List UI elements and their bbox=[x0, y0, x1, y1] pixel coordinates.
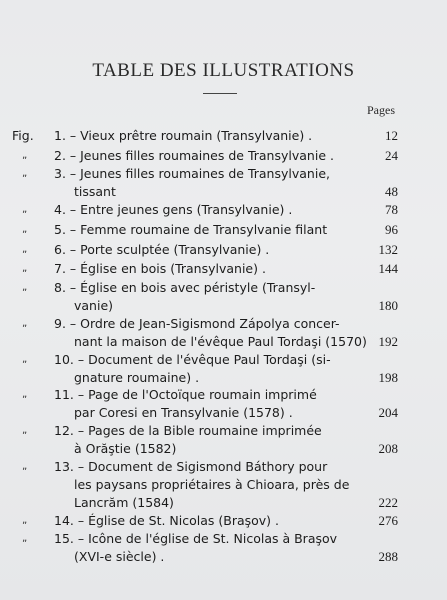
page-number: 276 bbox=[378, 513, 398, 528]
entry-text: 3. – Jeunes filles roumaines de Transylvanie, bbox=[54, 166, 330, 181]
entry-text: nant la maison de l'évêque Paul Tordaşi (1570) bbox=[74, 334, 367, 349]
page-number: 48 bbox=[385, 184, 398, 199]
fig-label: Fig. bbox=[12, 128, 34, 143]
ditto-mark: „ bbox=[22, 318, 28, 329]
ditto-mark: „ bbox=[22, 224, 28, 235]
entry-text: (XVI-e siècle) . bbox=[74, 549, 165, 564]
ditto-mark: „ bbox=[22, 244, 28, 255]
entry-text: vanie) bbox=[74, 298, 114, 313]
entry-text: à Orăştie (1582) bbox=[74, 441, 177, 456]
page-number: 198 bbox=[378, 370, 398, 385]
ditto-mark: „ bbox=[22, 150, 28, 161]
page-number: 24 bbox=[385, 148, 398, 163]
entry-text: 5. – Femme roumaine de Transylvanie filant bbox=[54, 222, 328, 237]
entry-text: 14. – Église de St. Nicolas (Braşov) . bbox=[54, 513, 280, 528]
ditto-mark: „ bbox=[22, 461, 28, 472]
entry-text: 12. – Pages de la Bible roumaine imprimée bbox=[54, 423, 322, 438]
entry-text: 7. – Église en bois (Transylvanie) . bbox=[54, 261, 266, 276]
entry-text: par Coresi en Transylvanie (1578) . bbox=[74, 405, 293, 420]
ditto-mark: „ bbox=[22, 282, 28, 293]
page-number: 222 bbox=[378, 495, 398, 510]
entry-text: tissant bbox=[74, 184, 116, 199]
page-number: 78 bbox=[385, 202, 398, 217]
page-title: TABLE DES ILLUSTRATIONS bbox=[92, 60, 355, 81]
ditto-mark: „ bbox=[22, 515, 28, 526]
entry-text: 1. – Vieux prêtre roumain (Transylvanie) . bbox=[54, 128, 313, 143]
entry-text: 4. – Entre jeunes gens (Transylvanie) . bbox=[54, 202, 293, 217]
ditto-mark: „ bbox=[22, 425, 28, 436]
ditto-mark: „ bbox=[22, 168, 28, 179]
page-number: 208 bbox=[378, 441, 398, 456]
pages-column-header: Pages bbox=[367, 103, 395, 117]
page-number: 288 bbox=[378, 549, 398, 564]
ditto-mark: „ bbox=[22, 389, 28, 400]
page-number: 144 bbox=[378, 261, 398, 276]
entry-text: 2. – Jeunes filles roumaines de Transylvanie . bbox=[54, 148, 334, 163]
title-rule bbox=[203, 93, 237, 94]
entry-text: 6. – Porte sculptée (Transylvanie) . bbox=[54, 242, 270, 257]
ditto-mark: „ bbox=[22, 533, 28, 544]
page-number: 204 bbox=[378, 405, 398, 420]
entry-text: 8. – Église en bois avec péristyle (Transyl- bbox=[54, 280, 316, 295]
entry-text: 10. – Document de l'évêque Paul Tordaşi (si- bbox=[54, 352, 331, 367]
entry-text: 9. – Ordre de Jean-Sigismond Zápolya concer- bbox=[54, 316, 340, 331]
entry-text: les paysans propriétaires à Chioara, près de bbox=[74, 477, 350, 492]
entry-text: gnature roumaine) . bbox=[74, 370, 200, 385]
ditto-mark: „ bbox=[22, 204, 28, 215]
entry-text: 11. – Page de l'Octoïque roumain imprimé bbox=[54, 387, 317, 402]
entry-text: 15. – Icône de l'église de St. Nicolas à Braşov bbox=[54, 531, 338, 546]
ditto-mark: „ bbox=[22, 354, 28, 365]
entry-text: Lancrăm (1584) bbox=[74, 495, 174, 510]
page-number: 192 bbox=[378, 334, 398, 349]
ditto-mark: „ bbox=[22, 263, 28, 274]
entry-text: 13. – Document de Sigismond Báthory pour bbox=[54, 459, 328, 474]
page-number: 132 bbox=[378, 242, 398, 257]
page-number: 96 bbox=[385, 222, 398, 237]
page-number: 180 bbox=[378, 298, 398, 313]
page-number: 12 bbox=[385, 128, 398, 143]
